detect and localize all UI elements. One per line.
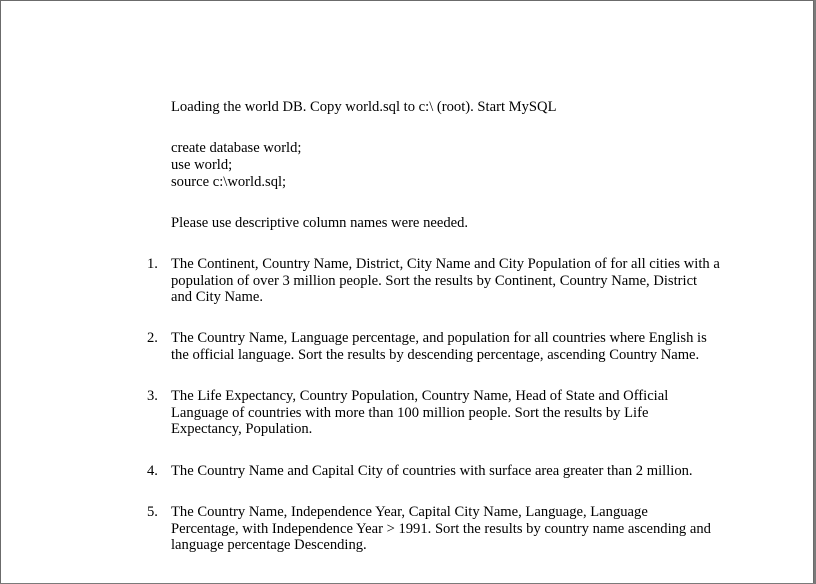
list-item-number: 5. <box>147 504 158 520</box>
list-item-number: 2. <box>147 330 158 346</box>
list-item-text <box>171 256 731 306</box>
command-line-use: use world; <box>171 157 233 173</box>
list-item-line: Expectancy, Population. <box>171 421 313 438</box>
list-item-line: The Life Expectancy, Country Population, Country Name, Head of State and Official <box>171 388 669 404</box>
list-item-line: population of over 3 million people. Sort the results by Continent, Country Name, District <box>171 272 698 289</box>
list-item-line: The Country Name, Independence Year, Capital City Name, Language, Language <box>171 504 648 520</box>
note-text: Please use descriptive column names were needed. <box>171 215 469 231</box>
list-item-number: 4. <box>147 463 158 479</box>
list-item-line: Language of countries with more than 100 million people. Sort the results by Life <box>171 404 649 421</box>
list-item-line: the official language. Sort the results by descending percentage, ascending Country Name. <box>171 346 700 363</box>
list-item-number: 3. <box>147 388 158 404</box>
list-item-text <box>171 388 731 438</box>
list-item-line: The Country Name and Capital City of countries with surface area greater than 2 million. <box>171 463 693 479</box>
command-line-source: source c:\world.sql; <box>171 174 287 190</box>
intro-text: Loading the world DB. Copy world.sql to c:\ (root). Start MySQL <box>171 99 557 115</box>
list-item-text <box>171 463 731 480</box>
command-line-create: create database world; <box>171 140 302 156</box>
list-item-text <box>171 504 731 554</box>
list-item-line: Percentage, with Independence Year > 1991. Sort the results by country name ascending and <box>171 520 711 537</box>
list-item-text <box>171 330 731 363</box>
list-item-line: and City Name. <box>171 289 264 306</box>
list-item-line: The Country Name, Language percentage, and population for all countries where English is <box>171 330 707 346</box>
list-item-line: language percentage Descending. <box>171 537 367 554</box>
list-item-number: 1. <box>147 256 158 272</box>
list-item-line: The Continent, Country Name, District, City Name and City Population of for all cities with a <box>171 256 720 272</box>
